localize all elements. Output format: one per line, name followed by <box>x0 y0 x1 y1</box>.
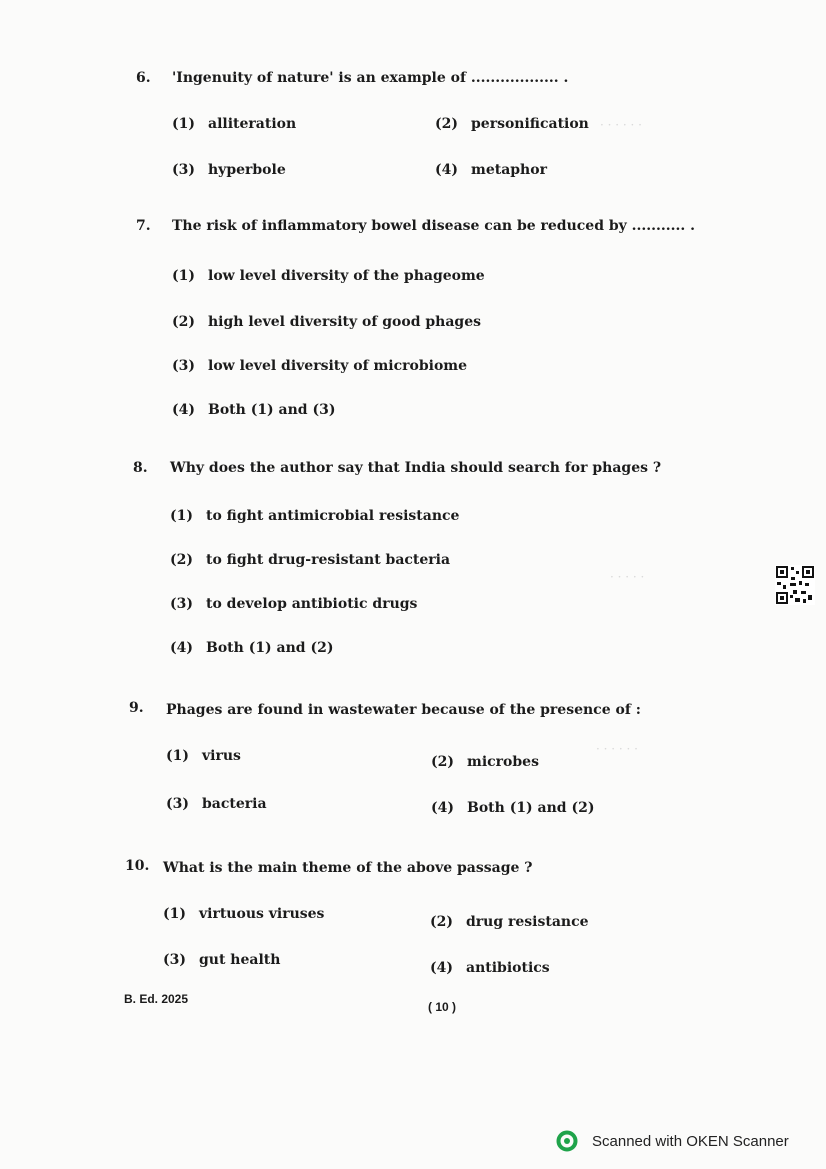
exam-label: B. Ed. 2025 <box>124 992 189 1006</box>
option-3: (3) gut health <box>163 952 281 968</box>
oken-scanner-logo-icon <box>556 1130 578 1152</box>
question-number: 10. <box>125 858 150 874</box>
option-2: (2) microbes <box>431 754 539 770</box>
option-4: (4) Both (1) and (3) <box>172 402 336 418</box>
bleed-through-mark: · · · · · <box>610 570 645 584</box>
option-3: (3) bacteria <box>166 796 267 812</box>
bleed-through-mark: · · · · · · <box>596 742 638 756</box>
option-1: (1) to fight antimicrobial resistance <box>170 508 460 524</box>
option-4: (4) antibiotics <box>430 960 550 976</box>
option-1: (1) low level diversity of the phageome <box>172 268 485 284</box>
option-3: (3) low level diversity of microbiome <box>172 358 468 374</box>
option-1: (1) virus <box>166 748 241 764</box>
option-1: (1) alliteration <box>172 116 297 132</box>
option-4: (4) Both (1) and (2) <box>431 800 595 816</box>
option-2: (2) high level diversity of good phages <box>172 314 481 330</box>
question-number: 7. <box>136 218 151 234</box>
question-text: Phages are found in wastewater because of the presence of : <box>166 702 641 718</box>
question-number: 6. <box>136 70 151 86</box>
page-number: ( 10 ) <box>428 1000 457 1014</box>
option-3: (3) to develop antibiotic drugs <box>170 596 418 612</box>
question-text: The risk of inflammatory bowel disease can be reduced by ........... . <box>172 218 696 234</box>
option-2: (2) drug resistance <box>430 914 589 930</box>
question-number: 9. <box>129 700 144 716</box>
question-number: 8. <box>133 460 148 476</box>
scanner-text: Scanned with OKEN Scanner <box>592 1132 789 1150</box>
option-3: (3) hyperbole <box>172 162 286 178</box>
option-1: (1) virtuous viruses <box>163 906 325 922</box>
bleed-through-mark: · · · · · · <box>600 118 642 132</box>
qr-code-icon <box>775 565 815 605</box>
option-4: (4) metaphor <box>435 162 547 178</box>
question-text: What is the main theme of the above passage ? <box>163 860 533 876</box>
option-2: (2) to fight drug-resistant bacteria <box>170 552 451 568</box>
option-2: (2) personification <box>435 116 589 132</box>
option-4: (4) Both (1) and (2) <box>170 640 334 656</box>
question-text: 'Ingenuity of nature' is an example of .................. . <box>172 70 569 86</box>
question-text: Why does the author say that India should search for phages ? <box>170 460 662 476</box>
scanner-watermark <box>556 1130 789 1152</box>
